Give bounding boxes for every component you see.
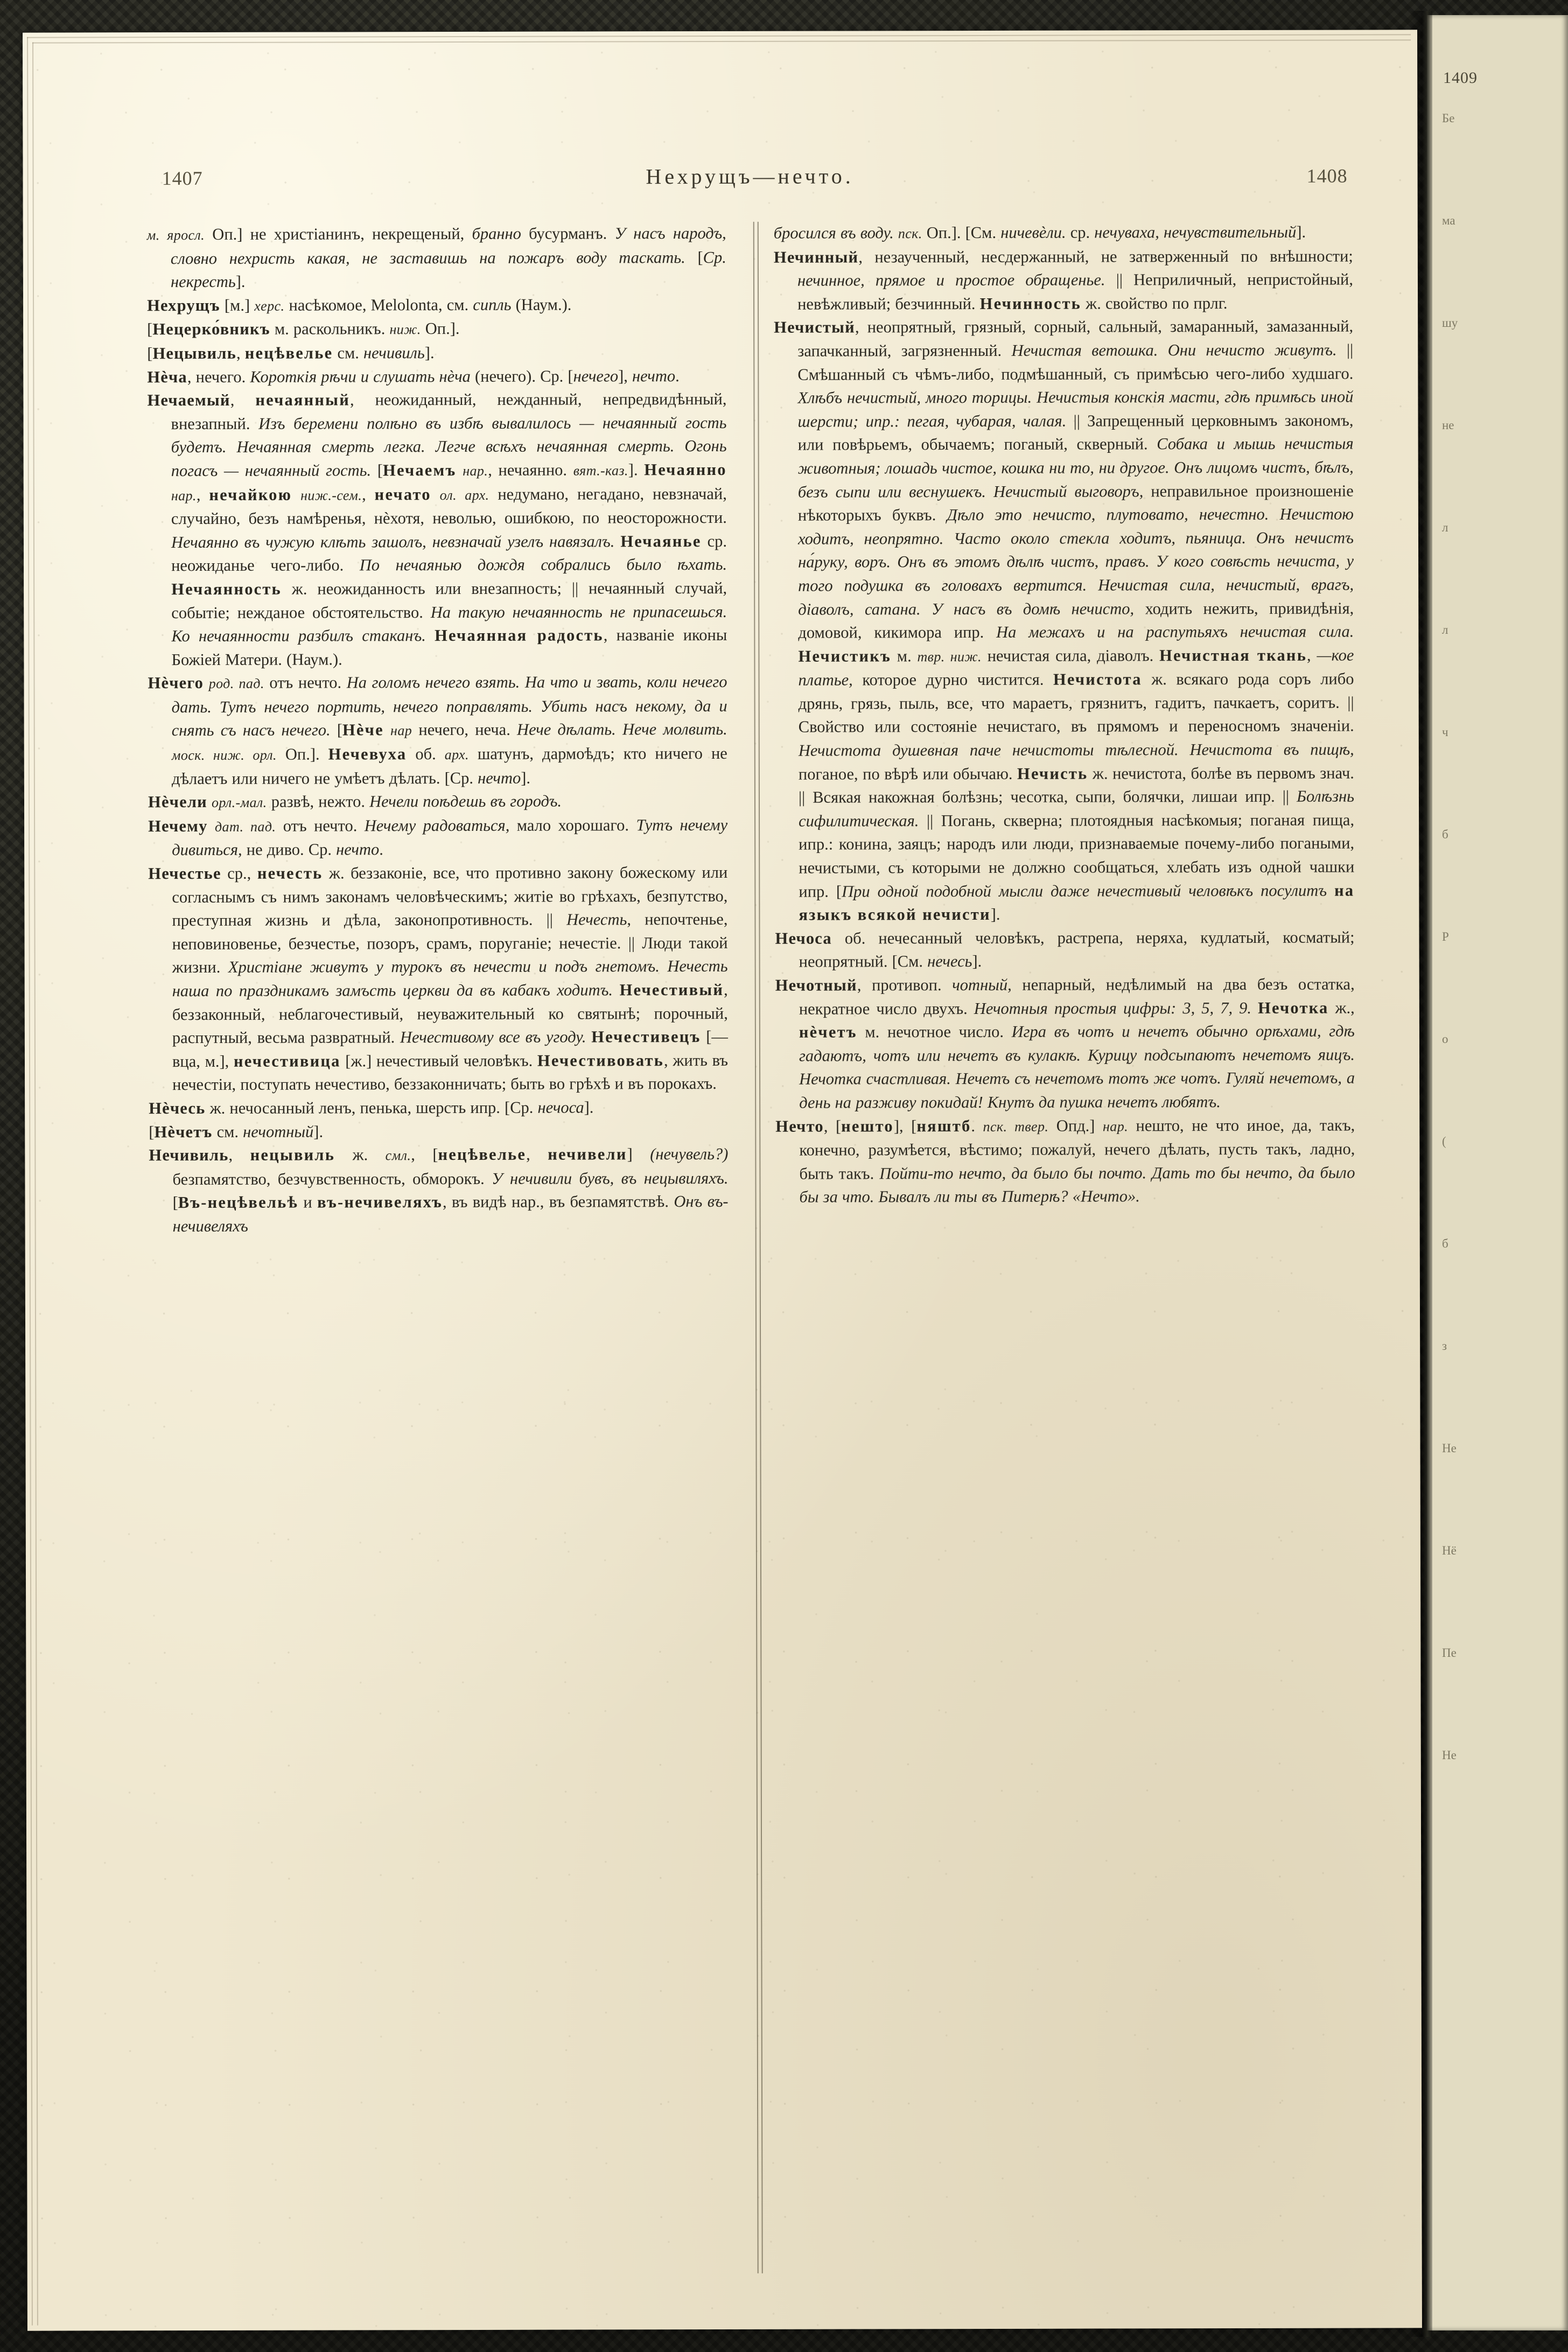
- dictionary-entry: [Нецывиль, нецѣвелье см. нечивиль].: [147, 344, 435, 363]
- column-rule-inner: [758, 222, 763, 2273]
- running-head: Нехрущъ—нечто.: [646, 164, 854, 189]
- adjacent-page-ghost-line: Не: [1442, 1441, 1457, 1455]
- dictionary-entry: бросился въ воду. пск. Оп.]. [См. ничевѐли. ср. нечуваха, нечувствительный].: [773, 222, 1306, 242]
- dictionary-entry: м. яросл. Оп.] не христiанинъ, некрещеный, бранно бусурманъ. У насъ народъ, словно нехристь какая, не заставишь на пожаръ воду таскать. [Ср. некресть].: [146, 223, 726, 291]
- two-column-layout: [147, 221, 1355, 1238]
- dictionary-entry: Нечему дат. пад. отъ нечто. Нечему радоваться, мало хорошаго. Тутъ нечему дивиться, не диво. Ср. нечто.: [148, 815, 728, 859]
- adjacent-page-ghost-line: ма: [1442, 214, 1455, 227]
- dictionary-entry: Нечоса об. нечесанный человѣкъ, растрепа, неряха, кудлатый, косматый; неопрятный. [См. нечесь].: [775, 928, 1355, 971]
- adjacent-page-ghost-line: не: [1442, 418, 1454, 432]
- page-edge-rule-left-inner: [32, 43, 38, 2326]
- dictionary-entry: Нечистый, неопрятный, грязный, сорный, сальный, замаранный, замазанный, запачканный, загрязненный. Нечистая ветошка. Они нечисто живутъ. || Смѣшанный съ чѣмъ-либо, подмѣшанный, съ примѣсью чего-либо худшаго. Хлѣбъ нечистый, много торицы. Нечистыя конскiя масти, гдѣ примѣсь иной шерсти; ипр.: пегая, чубарая, чалая. || Запрещенный церковнымъ закономъ, или повѣрьемъ, обычаемъ; поганый, скверный. Собака и мышь нечистыя животныя; лошадь чистое, кошка ни то, ни другое. Онъ лицомъ чистъ, бѣлъ, безъ сыпи или веснушекъ. Нечистый выговоръ, неправильное произношенiе нѣкоторыхъ буквъ. Дѣло это нечисто, плутовато, нечестно. Нечистою ходитъ, неопрятно. Часто около стекла ходитъ, пьяница. Онъ нечистъ на́руку, воръ. Онъ въ этомъ дѣлѣ чистъ, правъ. У кого совѣсть нечиста, у того подушка въ головахъ вертится. Нечистая сила, нечистый, врагъ, дiаволъ, сатана. У насъ въ домѣ нечисто, ходить нежить, привидѣнiя, домовой, кикимора ипр. На межахъ и на распутьяхъ нечистая сила. Нечистикъ м. твр. ниж. нечистая сила, дiаволъ. Нечистная ткань, —кое платье, которое дурно чистится. Нечистота ж. всякаго рода соръ либо дрянь, грязь, пыль, все, что мараетъ, грязнитъ, гадитъ, пачкаетъ, соритъ. || Свойство или состоянiе нечистаго, въ прямомъ и переносномъ значенiи. Нечистота душевная паче нечистоты тѣлесной. Нечистота въ пищѣ, поганое, по вѣрѣ или обычаю. Нечисть ж. нечистота, болѣе въ первомъ знач. || Всякая накожная болѣзнь; чесотка, сыпи, болячки, лишаи ипр. || Болѣзнь сифилитическая. || Погань, скверна; плотоядныя насѣкомыя; поганая пища, ипр.: конина, заяцъ; народъ или люди, признаваемые почему-либо погаными, нечистыми, съ которыми не должно сообщаться, хлебать изъ одной чашки ипр. [При одной подобной мысли даже нечестивый человѣкъ посулитъ на языкъ всякой нечисти].: [774, 317, 1355, 924]
- adjacent-page-ghost-line: Р: [1442, 930, 1449, 943]
- adjacent-page-ghost-line: з: [1442, 1339, 1447, 1353]
- adjacent-page-ghost-line: л: [1442, 623, 1448, 636]
- dictionary-entry: Нѐчесь ж. нечосанный ленъ, пенька, шерсть ипр. [Ср. нечоса].: [149, 1098, 594, 1118]
- folio-right: 1408: [1306, 165, 1348, 187]
- adjacent-page-ghost-line: шу: [1442, 316, 1458, 330]
- adjacent-page-partial: [1427, 15, 1568, 2330]
- dictionary-entry: Нѐчего род. пад. отъ нечто. На голомъ нечего взять. На что и звать, коли нечего дать. Тутъ нечего портить, нечего поправлять. Убить насъ некому, да и снять съ насъ нечего. [Нѐче нар нечего, неча. Нече дѣлать. Нече молвить. моск. ниж. орл. Оп.]. Нечевуха об. арх. шатунъ, дармоѣдъ; кто ничего не дѣлаетъ или ничего не умѣетъ дѣлать. [Ср. нечто].: [148, 673, 727, 788]
- page-text-block: [146, 164, 1355, 1236]
- dictionary-entry: Нечинный, незаученный, несдержанный, не затверженный по внѣшности; нечинное, прямое и простое обращенье. || Неприличный, непристойный, невѣжливый; безчинный. Нечинность ж. свойство по прлг.: [773, 247, 1354, 313]
- page-edge-rule-left-outer: [27, 37, 33, 2326]
- adjacent-page-ghost-line: Бе: [1442, 111, 1455, 125]
- dictionary-entry: Нехрущъ [м.] херс. насѣкомое, Melolonta, см. сипль (Наум.).: [147, 295, 572, 315]
- adjacent-page-ghost-line: Нё: [1442, 1544, 1457, 1557]
- adjacent-page-ghost-line: б: [1442, 1237, 1448, 1250]
- adjacent-page-ghost-line: Не: [1442, 1748, 1457, 1762]
- dictionary-entry: Нечотный, противоп. чотный, непарный, недѣлимый на два безъ остатка, некратное число двухъ. Нечотныя простыя цифры: 3, 5, 7, 9. Нечотка ж., нѐчетъ м. нечотное число. Игра въ чотъ и нечетъ обычно орѣхами, гдѣ гадаютъ, чотъ или нечетъ въ кулакѣ. Курицу подсыпаютъ нечетомъ яицъ. Нечотка счастливая. Нечетъ съ нечетомъ тотъ же чотъ. Гуляй нечетомъ, а день на разживу покидай! Кнутъ да пушка нечетъ любятъ.: [775, 975, 1355, 1112]
- dictionary-page-leaf: [23, 30, 1422, 2330]
- dictionary-entry: [Нѐчетъ см. нечотный].: [149, 1122, 324, 1141]
- dictionary-entry: Нечестье ср., нечесть ж. беззаконiе, все, что противно закону божескому или согласнымъ съ нимъ законамъ человѣческимъ; житiе во грѣхахъ, безпутство, преступная жизнь и дѣла, законопротивность. || Нечесть, непочтенье, неповиновенье, безчестье, позоръ, срамъ, поруганiе; нечестiе. || Люди такой жизни. Христiане живутъ у турокъ въ нечести и подъ гнетомъ. Нечесть наша по праздникамъ замъсть церкви да въ кабакъ ходитъ. Нечестивый, беззаконный, неблагочестивый, неуважительный ко святынѣ; порочный, распутный, весьма развратный. Нечестивому все въ угоду. Нечестивецъ [—вца, м.], нечестивица [ж.] нечестивый человѣкъ. Нечестивовать, жить въ нечестiи, поступать нечестиво, беззаконничать; быть во грѣхѣ и въ порокахъ.: [148, 863, 729, 1094]
- adjacent-page-ghost-line: (: [1442, 1135, 1446, 1148]
- dictionary-entry: Нечивиль, нецывиль ж. смл., [нецѣвелье, нечивели] (нечувель?) безпамятство, безчувственность, обморокъ. У нечивили бувъ, въ нецывиляхъ. [Въ-нецѣвельѣ и въ-нечивеляхъ, въ видѣ нар., въ безпамятствѣ. Онъ въ-нечивеляхъ: [149, 1145, 729, 1236]
- dictionary-entry: Нечаемый, нечаянный, неожиданный, нежданный, непредвидѣнный, внезапный. Изъ беремени полѣно въ избѣ вывалилось — нечаянный гость будетъ. Нечаянная смерть легка. Легче всѣхъ нечаянная смерть. Огонь погасъ — нечаянный гость. [Нечаемъ нар., нечаянно. вят.-каз.]. Нечаянно нар., нечайкою ниж.-сем., нечато ол. арх. недумано, негадано, невзначай, случайно, безъ намѣренья, нѐхотя, неволью, ошибкою, по неосторожности. Нечаянно въ чужую клѣть зашолъ, невзначай узелъ навязалъ. Нечаянье ср. неожиданье чего-либо. По нечаянью дождя собрались было ѣхать. Нечаянность ж. неожиданность или внезапность; || нечаянный случай, событiе; нежданое обстоятельство. На такую нечаянность не припасешься. Ко нечаянности разбилъ стаканъ. Нечаянная радость, названiе иконы Божiей Матери. (Наум.).: [147, 390, 727, 669]
- dictionary-entry: Нечто, [нешто], [няштб. пск. твер. Опд.] нар. нешто, не что иное, да, такъ, конечно, разумѣется, вѣстимо; пожалуй, нечего дѣлать, пусть такъ, ладно, быть такъ. Пойти-то нечто, да было бы почто. Дать то бы нечто, да было бы за что. Бывалъ ли ты въ Питерѣ? «Нечто».: [775, 1116, 1355, 1207]
- adjacent-page-ghost-line: Пе: [1442, 1646, 1457, 1660]
- dictionary-entry: [Нецерко́вникъ м. раскольникъ. ниж. Оп.].: [147, 319, 460, 339]
- adjacent-page-ghost-line: о: [1442, 1032, 1448, 1046]
- folio-left: 1407: [162, 167, 203, 190]
- page-edge-rule-top-inner: [32, 39, 1411, 43]
- adjacent-page-ghost-line: л: [1442, 521, 1448, 534]
- page-edge-rule-top-outer: [27, 34, 1411, 38]
- dictionary-entry: Нѐчели орл.-мал. развѣ, нежто. Нечели поѣдешь въ городъ.: [148, 792, 562, 811]
- adjacent-page-folio: 1409: [1443, 69, 1478, 87]
- left-column: [147, 222, 729, 1238]
- adjacent-page-ghost-line: б: [1442, 828, 1448, 841]
- adjacent-page-ghost-line: ч: [1442, 725, 1448, 739]
- right-column: [774, 221, 1355, 1237]
- dictionary-entry: Нѐча, нечего. Короткiя рѣчи и слушать нѐча (нечего). Ср. [нечего], нечто.: [147, 366, 680, 386]
